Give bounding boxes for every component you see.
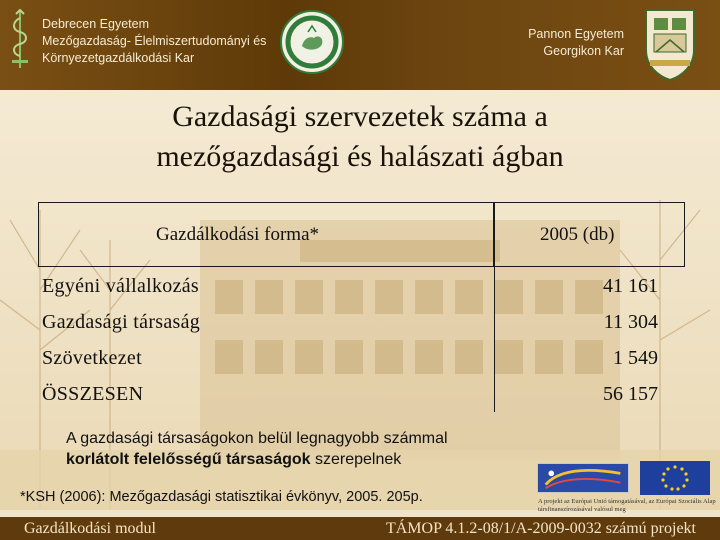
title-line: mezőgazdasági és halászati ágban [156, 140, 564, 173]
page-title [60, 97, 660, 177]
right-institution-line: Pannon Egyetem [528, 27, 624, 41]
row-value: 1 549 [613, 347, 658, 369]
note-text [66, 428, 546, 470]
left-institution-line: Debrecen Egyetem [42, 17, 150, 31]
row-label: Szövetkezet [42, 347, 142, 369]
note-line [66, 449, 546, 470]
university-crest-icon [640, 6, 700, 82]
university-seal-icon [280, 10, 344, 74]
note-emphasis: korlátolt felelősségű társaságok [66, 451, 311, 468]
debrecen-university-logo-icon [6, 8, 34, 70]
row-value-total: 56 157 [603, 383, 658, 405]
left-institution-line: Mezőgazdaság- Élelmiszertudományi és [42, 34, 267, 48]
left-institution-name [42, 16, 282, 67]
table-divider-horizontal [38, 266, 685, 267]
right-institution-line: Georgikon Kar [543, 44, 624, 58]
column-header-year: 2005 (db) [540, 224, 615, 245]
note-line-rest: szerepelnek [310, 451, 402, 468]
row-label: Egyéni vállalkozás [42, 275, 200, 297]
uj-magyarorszag-logo [537, 463, 629, 493]
row-value: 41 161 [603, 275, 658, 297]
column-header-form: Gazdálkodási forma* [156, 224, 320, 245]
row-label-total: ÖSSZESEN [42, 383, 144, 405]
source-citation: *KSH (2006): Mezőgazdasági statisztikai évkönyv, 2005. 205p. [20, 489, 423, 505]
table-divider-vertical [494, 266, 495, 412]
eu-funding-statement: A projekt az Európai Unió támogatásával, az Európai Szociális Alap társfinanszírozásával valósul meg [538, 498, 716, 513]
footer-project-id: TÁMOP 4.1.2-08/1/A-2009-0032 számú projekt [385, 520, 696, 537]
footer-module-name: Gazdálkodási modul [24, 520, 156, 537]
data-table [38, 202, 685, 412]
note-line: A gazdasági társaságokon belül legnagyobb számmal [66, 430, 448, 447]
eu-flag-icon [640, 461, 710, 495]
title-line: Gazdasági szervezetek száma a [172, 100, 548, 133]
right-institution-name [506, 26, 624, 60]
row-label: Gazdasági társaság [42, 311, 201, 333]
left-institution-line: Környezetgazdálkodási Kar [42, 51, 195, 65]
row-value: 11 304 [603, 311, 658, 333]
